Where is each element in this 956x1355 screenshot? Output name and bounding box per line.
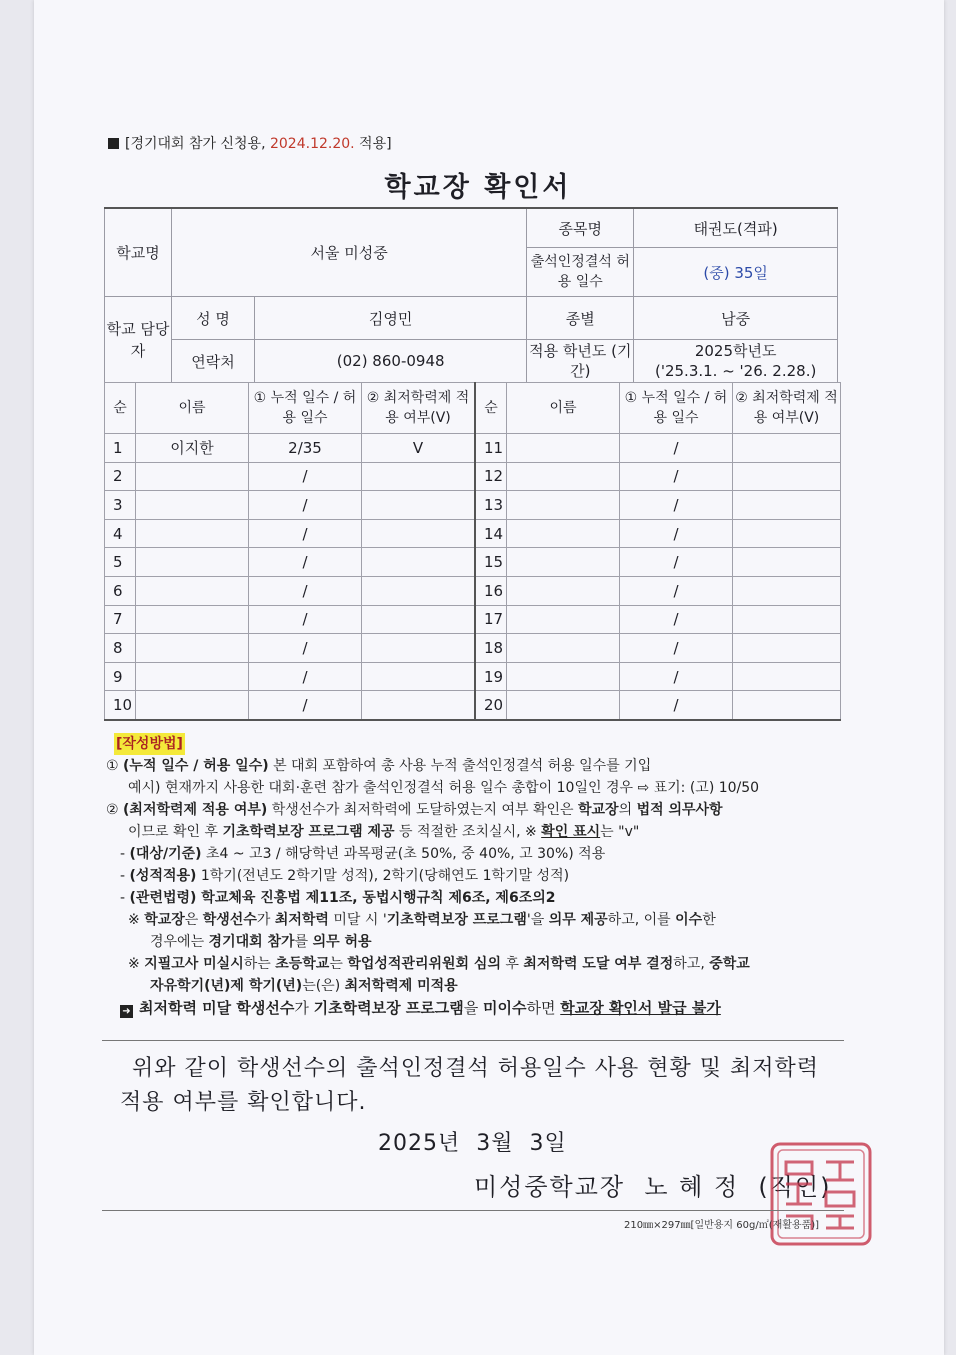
order-cell: 8 (105, 634, 136, 663)
event-label: 종목명 (527, 208, 634, 248)
min-ach-cell (362, 605, 476, 634)
order-cell: 16 (475, 576, 507, 605)
note2-k: 는(은) (302, 978, 345, 994)
instr1-text: 본 대회 포함하여 총 사용 누적 출석인정결석 허용 일수를 기입 (268, 758, 652, 774)
min-ach-cell (733, 519, 841, 548)
days-cell: / (620, 462, 733, 491)
year-value: 2025학년도 (694, 342, 777, 360)
min-ach-cell (733, 605, 841, 634)
form-usage-note (108, 133, 392, 153)
table-row (105, 519, 841, 548)
note2-c: 초등학교 (275, 956, 330, 972)
order-cell: 18 (475, 634, 507, 663)
note1-c: 학생선수 (202, 912, 257, 928)
note-date: 2024.12.20. (269, 136, 355, 152)
days-cell: / (620, 491, 733, 520)
min-ach-cell (733, 491, 841, 520)
instr2-text-b: 의 (618, 802, 637, 818)
name-label: 성 명 (172, 297, 255, 340)
confirmation-text (120, 1052, 840, 1120)
instr2-principal: 학교장 (578, 802, 619, 818)
student-name-cell (136, 634, 249, 663)
criteria-key: (대상/기준) (129, 846, 202, 862)
document-title: 학교장 확인서 (384, 172, 572, 203)
note1-n: 경기대회 참가 (208, 934, 295, 950)
order-cell: 3 (105, 491, 136, 520)
note1-j: 하고, 이를 (607, 912, 676, 928)
days-cell: / (620, 662, 733, 691)
order-cell: 5 (105, 548, 136, 577)
instr2-text: 학생선수가 최저학력에 도달하였는지 여부 확인은 (267, 802, 578, 818)
days-cell: / (249, 634, 362, 663)
days-cell: / (249, 462, 362, 491)
instr2-text-e: 는 "v" (600, 824, 640, 840)
min-ach-cell (733, 434, 841, 463)
student-name-cell (136, 548, 249, 577)
order-cell: 15 (475, 548, 507, 577)
instructions-heading: [작성방법] (114, 733, 185, 755)
instr2-text-c: 이므로 확인 후 (128, 824, 223, 840)
warn-a: 최저학력 미달 학생선수 (139, 999, 295, 1017)
note1-p: 의무 허용 (312, 934, 372, 950)
student-name-cell (136, 691, 249, 720)
table-row (105, 691, 841, 720)
min-ach-cell (362, 634, 476, 663)
min-ach-cell (362, 691, 476, 720)
table-row (105, 662, 841, 691)
instr2-text-d: 등 적절한 조치실시, ※ (394, 824, 542, 840)
student-name-cell (507, 662, 620, 691)
name-header: 이름 (507, 383, 620, 434)
student-name-cell (507, 548, 620, 577)
student-name-cell (507, 491, 620, 520)
warn-d: 을 (463, 999, 484, 1017)
table-row (105, 576, 841, 605)
name-value: 김영민 (255, 297, 527, 340)
days-cell: / (620, 548, 733, 577)
absence-days-label: 출석인정결석 허용 일수 (527, 248, 634, 297)
student-name-cell (136, 662, 249, 691)
table-row (105, 634, 841, 663)
note1-i: 의무 제공 (548, 912, 608, 928)
note2-i: 중학교 (709, 956, 750, 972)
issue-date: 2025년 3월 3일 (378, 1131, 567, 1156)
days-cell: / (249, 605, 362, 634)
law-text: 학교체육 진흥법 제11조, 동법시행규칙 제6조, 제6조의2 (196, 890, 556, 906)
min-ach-header: ② 최저학력제 적용 여부(V) (362, 383, 476, 434)
square-bullet-icon (108, 138, 119, 149)
student-name-cell (136, 491, 249, 520)
law-key: (관련법령) (129, 890, 197, 906)
min-ach-cell (362, 576, 476, 605)
student-name-cell (507, 605, 620, 634)
note-text: [경기대회 참가 신청용, (125, 136, 270, 152)
year-value-cell (634, 340, 838, 383)
table-row (105, 434, 841, 463)
table-row (105, 605, 841, 634)
instr1-example: 예시) 현재까지 사용한 대회·훈련 참가 출석인정결석 허용 일수 총합이 10일인 경우 ⇨ 표기: (고) 10/50 (128, 780, 760, 796)
instr1-key: (누적 일수 / 허용 일수) (123, 758, 269, 774)
note2-h: 하고, (673, 956, 710, 972)
student-name-cell (507, 576, 620, 605)
paper-spec: 210㎜×297㎜[일반용지 60g/㎡(재활용품)] (624, 1220, 820, 1231)
student-name-cell (136, 519, 249, 548)
order-cell: 17 (475, 605, 507, 634)
order-cell: 4 (105, 519, 136, 548)
note1-g: 기초학력보장 프로그램 (386, 912, 527, 928)
gender-value: 남중 (634, 297, 838, 340)
student-roster-table (104, 382, 841, 721)
absence-days-value: (중) 35일 (634, 248, 838, 297)
confirm-line-1: 위와 같이 학생선수의 출석인정결석 허용일수 사용 현황 및 최저학력 (132, 1056, 820, 1081)
note2-j: 자유학기(년)제 학기(년) (150, 978, 303, 994)
days-cell: / (620, 634, 733, 663)
order-cell: 9 (105, 662, 136, 691)
divider (102, 1040, 844, 1041)
footer-divider (102, 1210, 844, 1211)
note1-l: 한 (702, 912, 716, 928)
note2-g: 최저학력 도달 여부 결정 (523, 956, 674, 972)
min-ach-cell (733, 462, 841, 491)
days-cell: 2/35 (249, 434, 362, 463)
instr2-program: 기초학력보장 프로그램 제공 (222, 824, 395, 840)
min-ach-cell (362, 662, 476, 691)
event-value: 태권도(격파) (634, 208, 838, 248)
confirm-line-2: 적용 여부를 확인합니다. (120, 1090, 367, 1115)
days-cell: / (620, 434, 733, 463)
student-name-cell (507, 462, 620, 491)
school-info-table (104, 207, 838, 383)
note2-mark: ※ (128, 956, 145, 972)
note2-b: 하는 (243, 956, 276, 972)
order-cell: 11 (475, 434, 507, 463)
note1-m: 경우에는 (150, 934, 209, 950)
order-cell: 19 (475, 662, 507, 691)
contact-label: 연락처 (172, 340, 255, 383)
student-name-cell (507, 691, 620, 720)
note1-b: 은 (184, 912, 203, 928)
instr2-duty: 법적 의무사항 (636, 802, 723, 818)
student-name-cell (507, 634, 620, 663)
min-ach-cell (733, 576, 841, 605)
instr2-key: (최저학력제 적용 여부) (123, 802, 268, 818)
year-label: 적용 학년도 (기간) (527, 340, 634, 383)
order-cell: 2 (105, 462, 136, 491)
student-name-cell (136, 462, 249, 491)
min-ach-header: ② 최저학력제 적용 여부(V) (733, 383, 841, 434)
criteria-text: 초4 ~ 고3 / 해당학년 과목평균(초 50%, 중 40%, 고 30%) 적용 (201, 846, 606, 862)
contact-value: (02) 860-0948 (255, 340, 527, 383)
arrow-box-icon: ➜ (120, 1005, 133, 1018)
order-cell: 12 (475, 462, 507, 491)
note1-a: 학교장 (144, 912, 185, 928)
days-cell: / (620, 605, 733, 634)
note2-d: 는 (329, 956, 348, 972)
min-ach-cell (733, 662, 841, 691)
min-ach-cell: V (362, 434, 476, 463)
order-cell: 1 (105, 434, 136, 463)
instructions-section: [작성방법] ① (누적 일수 / 허용 일수) 본 대회 포함하여 총 사용 누적 출석인정결석 허용 일수를 기입 예시) 현재까지 사용한 대회·훈련 참가 출석인정결석 허용 일수 총합이 10일인 경우 ⇨ 표기: (고) 10/50 ② (최저학력제 적용 여부) 학생선수가 최저학력에 도달하였는지 여부 확인은 학교장의 법적 의무사항 이므로 확인 후 기초학력보장 프로그램 제공 등 적절한 조치실시, ※ 확인 표시는 "v" - (대상/기준) 초4 ~ 고3 / 해당학년 과목평균(초 50%, 중 40%, 고 30%) 적용 - (성적적용) 1학기(전년도 2학기말 성적), 2학기(당해연도 1학기말 성적) - (관련법령) 학교체육 진흥법 제11조, 동법시행규칙 제6조, 제6조의2 ※ 학교장은 학생선수가 최저학력 미달 시 '기초학력보장 프로그램'을 의무 제공하고, 이를 이수한 경우에는 경기대회 참가를 의무 허용 ※ 지필고사 미실시하는 초등학교는 학업성적관리위원회 심의 후 최저학력 도달 여부 결정하고, 중학교 자유학기(년)제 학기(년)는(은) 최저학력제 미적용 ➜ 최저학력 미달 학생선수가 기초학력보장 프로그램을 미이수하면 학교장 확인서 발급 불가 (106, 733, 846, 1019)
order-cell: 20 (475, 691, 507, 720)
student-name-cell (507, 434, 620, 463)
note1-d: 가 (256, 912, 275, 928)
days-cell: / (249, 691, 362, 720)
warn-g: 학교장 확인서 발급 불가 (560, 999, 721, 1017)
days-cell: / (249, 519, 362, 548)
days-cell: / (249, 576, 362, 605)
days-cell: / (249, 491, 362, 520)
warn-b: 가 (294, 999, 314, 1017)
student-name-cell: 이지한 (136, 434, 249, 463)
order-cell: 13 (475, 491, 507, 520)
days-header: ① 누적 일수 / 허용 일수 (249, 383, 362, 434)
student-name-cell (136, 605, 249, 634)
student-name-cell (507, 519, 620, 548)
table-row (105, 462, 841, 491)
table-row (105, 491, 841, 520)
manager-label: 학교 담당자 (105, 297, 172, 383)
note2-e: 학업성적관리위원회 심의 (347, 956, 501, 972)
order-cell: 10 (105, 691, 136, 720)
min-ach-cell (362, 548, 476, 577)
days-cell: / (620, 576, 733, 605)
note-suffix: 적용] (354, 136, 392, 152)
note1-mark: ※ (128, 912, 145, 928)
note1-k: 이수 (675, 912, 703, 928)
grade-text: 1학기(전년도 2학기말 성적), 2학기(당해연도 1학기말 성적) (196, 868, 570, 884)
school-value: 서울 미성중 (172, 208, 527, 297)
days-cell: / (249, 662, 362, 691)
official-seal-icon (768, 1140, 874, 1248)
min-ach-cell (362, 491, 476, 520)
gender-label: 종별 (527, 297, 634, 340)
days-cell: / (620, 519, 733, 548)
days-cell: / (620, 691, 733, 720)
order-header: 순 (105, 383, 136, 434)
warn-e: 미이수 (483, 999, 527, 1017)
warn-f: 하면 (526, 999, 561, 1017)
days-header: ① 누적 일수 / 허용 일수 (620, 383, 733, 434)
note2-f: 후 (500, 956, 524, 972)
order-cell: 6 (105, 576, 136, 605)
school-label: 학교명 (105, 208, 172, 297)
note1-h: '을 (526, 912, 549, 928)
order-header: 순 (475, 383, 507, 434)
instr2-mark: 확인 표시 (541, 824, 601, 840)
grade-key: (성적적용) (129, 868, 197, 884)
note1-f: 미달 시 ' (328, 912, 387, 928)
principal-signature: 미성중학교장 노 혜 정 (직인) (474, 1173, 832, 1201)
min-ach-cell (362, 519, 476, 548)
student-name-cell (136, 576, 249, 605)
min-ach-cell (733, 634, 841, 663)
name-header: 이름 (136, 383, 249, 434)
warning-line (106, 997, 846, 1019)
warn-c: 기초학력보장 프로그램 (313, 999, 464, 1017)
note1-o: 를 (294, 934, 313, 950)
year-period: ('25.3.1. ~ '26. 2.28.) (654, 362, 817, 380)
order-cell: 14 (475, 519, 507, 548)
days-cell: / (249, 548, 362, 577)
min-ach-cell (733, 691, 841, 720)
note2-l: 최저학력제 미적용 (344, 978, 458, 994)
min-ach-cell (733, 548, 841, 577)
table-row (105, 548, 841, 577)
min-ach-cell (362, 462, 476, 491)
note2-a: 지필고사 미실시 (144, 956, 244, 972)
note1-e: 최저학력 (274, 912, 329, 928)
order-cell: 7 (105, 605, 136, 634)
